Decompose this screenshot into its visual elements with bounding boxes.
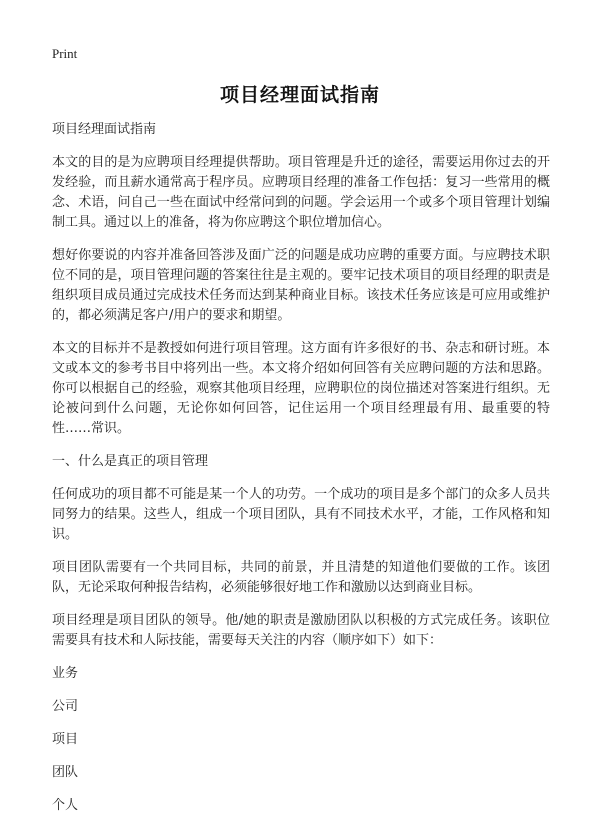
section-paragraph-1: 任何成功的项目都不可能是某一个人的功劳。一个成功的项目是多个部门的众多人员共同努力的结果。这些人，组成一个项目团队，具有不同技术水平，才能，工作风格和知识。 (52, 487, 550, 542)
article-body (52, 120, 550, 829)
page-title: 项目经理面试指南 (219, 84, 380, 106)
intro-paragraph-3: 本文的目标并不是教授如何进行项目管理。这方面有许多很好的书、杂志和研讨班。本文或本文的参考书目中将列出一些。本文将介绍如何回答有关应聘问题的方法和思路。你可以根据自己的经验，观察其他项目经理，应聘职位的岗位描述对答案进行组织。无论被问到什么问题，无论你如何回答，记住运用一个项目经理最有用、最重要的特性……常识。 (52, 341, 550, 436)
intro-paragraph-1: 本文的目的是为应聘项目经理提供帮助。项目管理是升迁的途径，需要运用你过去的开发经验，而且薪水通常高于程序员。应聘项目经理的准备工作包括：复习一些常用的概念、术语，问自己一些在面试中经常问到的问题。学会运用一个或多个项目管理计划编制工具。通过以上的准备，将为你应聘这个职位增加信心。 (52, 155, 550, 230)
focus-list-item: 公司 (52, 699, 79, 714)
focus-list-item: 业务 (52, 666, 79, 681)
focus-list-item: 个人 (52, 798, 79, 813)
intro-paragraph-2: 想好你要说的内容并准备回答涉及面广泛的问题是成功应聘的重要方面。与应聘技术职位不同的是，项目管理问题的答案往往是主观的。要牢记技术项目的项目经理的职责是组织项目成员通过完成技术任务而达到某种商业目标。该技术任务应该是可应用或维护的，都必须满足客户/用户的要求和期望。 (52, 248, 550, 323)
article-subtitle: 项目经理面试指南 (52, 122, 157, 137)
section-paragraph-3: 项目经理是项目团队的领导。他/她的职责是激励团队以积极的方式完成任务。该职位需要具有技术和人际技能，需要每天关注的内容（顺序如下）如下： (52, 613, 550, 648)
focus-list-item: 项目 (52, 732, 79, 747)
section-heading: 一、什么是真正的项目管理 (52, 454, 209, 469)
focus-list-item: 团队 (52, 765, 79, 780)
section-paragraph-2: 项目团队需要有一个共同目标，共同的前景，并且清楚的知道他们要做的工作。该团队，无论采取何种报告结构，必须能够很好地工作和激励以达到商业目标。 (52, 560, 550, 595)
print-link[interactable]: Print (52, 46, 78, 61)
